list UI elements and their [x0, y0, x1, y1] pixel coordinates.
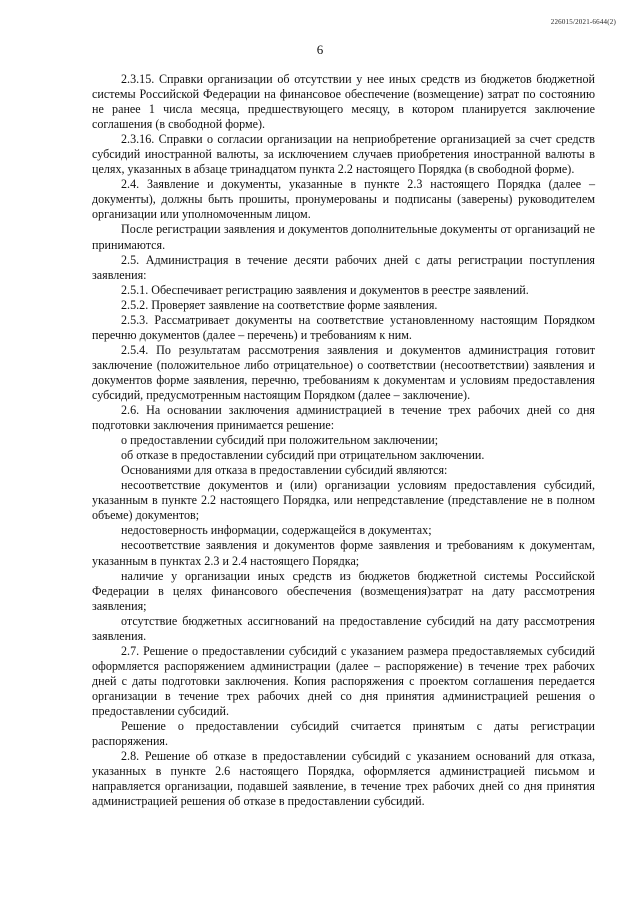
paragraph-refusal-grounds: Основаниями для отказа в предоставлении субсидий являются: [121, 463, 448, 478]
paragraph-decision-positive: о предоставлении субсидий при положительном заключении; [121, 433, 439, 448]
paragraph-decision-negative: об отказе в предоставлении субсидий при отрицательном заключении. [121, 448, 485, 463]
paragraph-ground-other-funds: наличие у организации иных средств из бюджетов бюджетной системы Российской Федерации в целях финансового обеспечения (возмещения)затрат на дату рассмотрения заявления; [92, 568, 595, 613]
paragraph-2-5-3: 2.5.3. Рассматривает документы на соответствие установленному настоящим Порядком перечню документов (далее – перечень) и требованиям к ним. [92, 312, 595, 342]
document-code: 226015/2021-6644(2) [550, 18, 616, 26]
paragraph-2-4: 2.4. Заявление и документы, указанные в пункте 2.3 настоящего Порядка (далее – документы), должны быть прошиты, пронумерованы и подписаны (заверены) руководителем организации или уполномоченным лицом. [92, 177, 595, 222]
paragraph-decision-accepted: Решение о предоставлении субсидий считается принятым с даты регистрации распоряжения. [92, 719, 595, 749]
paragraph-2-8: 2.8. Решение об отказе в предоставлении субсидий с указанием оснований для отказа, указанных в пункте 2.6 настоящего Порядка, оформляется администрацией письмом и направляется организации, подавшей заявление, в течение трех рабочих дней со дня принятия администрацией решения об отказе в предоставлении субсидий. [92, 749, 595, 809]
paragraph-ground-form-mismatch: несоответствие заявления и документов форме заявления и требованиям к документам, указанным в пунктах 2.3 и 2.4 настоящего Порядка; [92, 538, 595, 568]
paragraph-ground-nonconformity: несоответствие документов и (или) организации условиям предоставления субсидий, указанным в пункте 2.2 настоящего Порядка, или непредставление (представление не в полном объеме) документов; [92, 478, 595, 523]
paragraph-2-6: 2.6. На основании заключения администрацией в течение трех рабочих дней со дня подготовки заключения принимается решение: [92, 403, 595, 433]
paragraph-ground-unreliable-info: недостоверность информации, содержащейся в документах; [121, 523, 432, 538]
paragraph-ground-no-budget: отсутствие бюджетных ассигнований на предоставление субсидий на дату рассмотрения заявления. [92, 613, 595, 643]
document-body [92, 72, 595, 809]
paragraph-2-7: 2.7. Решение о предоставлении субсидий с указанием размера предоставляемых субсидий оформляется распоряжением администрации (далее – распоряжение) в течение трех рабочих дней с даты подготовки заключения. Копия распоряжения с проектом соглашения передается организации в течение трех рабочих дней со дня принятия администрацией решения о предоставлении субсидий. [92, 643, 595, 718]
paragraph-2-3-15: 2.3.15. Справки организации об отсутствии у нее иных средств из бюджетов бюджетной системы Российской Федерации на финансовое обеспечение (возмещение) затрат по состоянию не ранее 1 числа месяца, предшествующего месяцу, в котором планируется заключение соглашения (в свободной форме). [92, 72, 595, 132]
paragraph-after-registration: После регистрации заявления и документов дополнительные документы от организаций не принимаются. [92, 222, 595, 252]
paragraph-2-3-16: 2.3.16. Справки о согласии организации на неприобретение организацией за счет средств субсидий иностранной валюты, за исключением случаев приобретения иностранной валюты в целях, указанных в абзаце тринадцатом пункта 2.2 настоящего Порядка (в свободной форме). [92, 132, 595, 177]
paragraph-2-5-4: 2.5.4. По результатам рассмотрения заявления и документов администрация готовит заключение (положительное либо отрицательное) о соответствии (несоответствии) заявления и документов форме заявления, перечню, требованиям к документам и условиям предоставления субсидий, предусмотренным настоящим Порядком (далее – заключение). [92, 342, 595, 402]
paragraph-2-5: 2.5. Администрация в течение десяти рабочих дней с даты регистрации поступления заявления: [92, 252, 595, 282]
paragraph-2-5-2: 2.5.2. Проверяет заявление на соответствие форме заявления. [121, 297, 438, 312]
page-number: 6 [316, 42, 324, 57]
paragraph-2-5-1: 2.5.1. Обеспечивает регистрацию заявления и документов в реестре заявлений. [121, 282, 529, 297]
